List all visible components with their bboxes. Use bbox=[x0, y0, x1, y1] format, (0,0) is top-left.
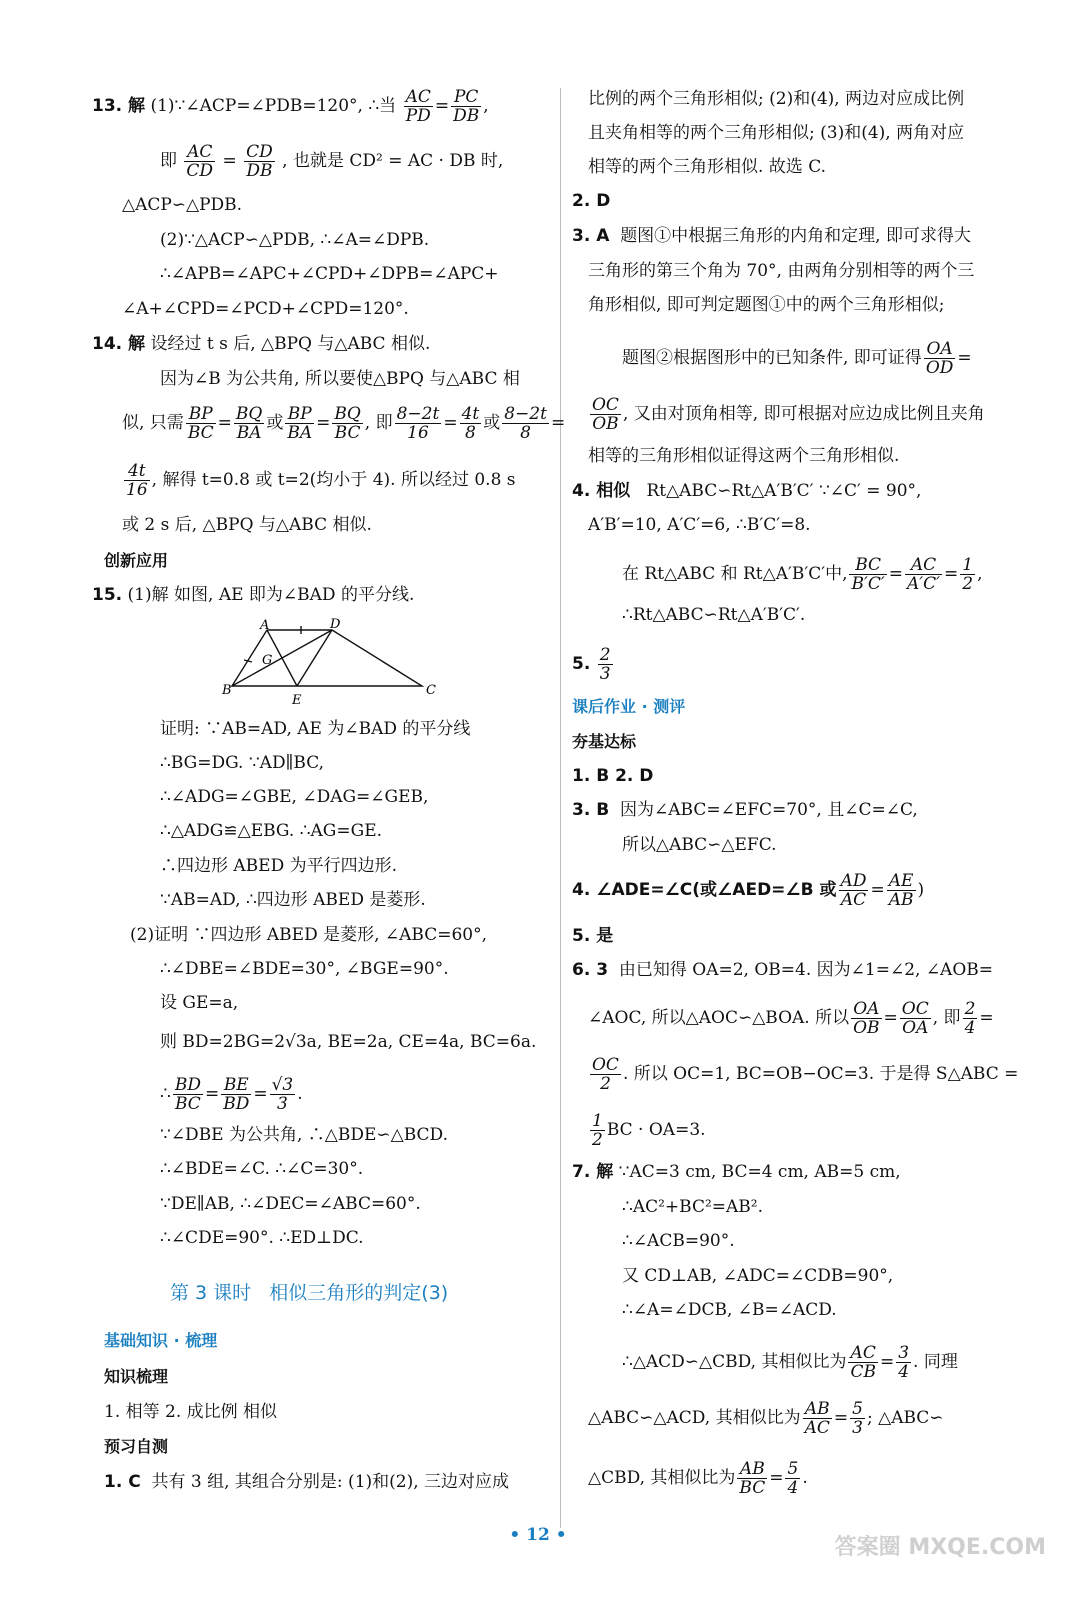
rhombus-figure bbox=[222, 618, 542, 710]
hw-q7-line2: ∴AC²+BC²=AB². bbox=[622, 1197, 764, 1217]
hw-q7-line4: 又 CD⊥AB, ∠ADC=∠CDB=90°, bbox=[622, 1266, 894, 1286]
q13-text: (1)∵∠ACP=∠PDB=120°, ∴当 bbox=[150, 96, 397, 116]
q15-proof9: 设 GE=a, bbox=[160, 993, 239, 1013]
fraction: $\frac{AB}{AC}$ bbox=[804, 1399, 830, 1438]
q15-proof2: ∴BG=DG. ∵AD∥BC, bbox=[160, 753, 325, 773]
hw-q1-q2: 1. B 2. D bbox=[572, 766, 654, 786]
hw-q3-line1: 3. B 因为∠ABC=∠EFC=70°, 且∠C=∠C, bbox=[572, 800, 918, 820]
q15-proof8: ∴∠DBE=∠BDE=30°, ∠BGE=90°. bbox=[160, 959, 449, 979]
fraction: $\frac{OC}{OA}$ bbox=[901, 999, 929, 1038]
fraction: $\frac{AC}{CD}$ bbox=[186, 142, 214, 181]
hw-q7-line6: ∴△ACD∽△CBD, 其相似比为 $\frac{AC}{CB}$ = $\frac{3}{4}$ . 同理 bbox=[622, 1343, 958, 1382]
hw-q3-line2: 所以△ABC∽△EFC. bbox=[622, 835, 777, 855]
fraction: $\frac{PC}{DB}$ bbox=[453, 87, 480, 126]
label-D: D bbox=[330, 618, 341, 632]
fraction: $\frac{BC}{B'C'}$ bbox=[851, 555, 885, 594]
segment-BD bbox=[232, 630, 332, 686]
fraction: $\frac{AC}{A'C'}$ bbox=[906, 555, 940, 594]
q14-line1: 14. 解 设经过 t s 后, △BPQ 与△ABC 相似. bbox=[92, 334, 431, 354]
hw-q7-line8: △CBD, 其相似比为 $\frac{AB}{BC}$ = $\frac{5}{4}$ . bbox=[588, 1459, 808, 1498]
hw-q5: 5. 是 bbox=[572, 926, 614, 946]
fraction: $\frac{BQ}{BC}$ bbox=[334, 404, 361, 443]
section-preview-test: 预习自测 bbox=[104, 1437, 169, 1456]
fraction: $\frac{5}{3}$ bbox=[852, 1399, 863, 1438]
q15-proof6: ∵AB=AD, ∴四边形 ABED 是菱形. bbox=[160, 890, 426, 910]
q15-proof3: ∴∠ADG=∠GBE, ∠DAG=∠GEB, bbox=[160, 787, 429, 807]
preview-q4-line2: A′B′=10, A′C′=6, ∴B′C′=8. bbox=[588, 515, 811, 535]
hw-q7-line1: 7. 解 ∵AC=3 cm, BC=4 cm, AB=5 cm, bbox=[572, 1162, 901, 1182]
r-line1: 比例的两个三角形相似; (2)和(4), 两边对应成比例 bbox=[588, 89, 965, 109]
knowledge-answers: 1. 相等 2. 成比例 相似 bbox=[104, 1402, 278, 1422]
q14-number: 14. 解 bbox=[92, 334, 146, 354]
fraction: $\frac{8-2t}{16}$ bbox=[396, 404, 440, 443]
fraction: $\frac{BE}{BD}$ bbox=[223, 1075, 250, 1114]
fraction: $\frac{3}{4}$ bbox=[898, 1343, 910, 1382]
fraction: $\frac{8-2t}{8}$ bbox=[504, 404, 547, 443]
fraction: $\frac{OA}{OB}$ bbox=[853, 999, 880, 1038]
fraction: $\frac{OA}{OD}$ bbox=[925, 339, 954, 378]
q14-line3: 似, 只需 $\frac{BP}{BC}$ = $\frac{BQ}{BA}$ 或 $\frac{BP}{BA}$ = $\frac{BQ}{BC}$ , 即 $\frac{8-2t}{16}$ = $\frac{4t}{8}$ 或 $\frac{8-2t}{8}$ = bbox=[122, 404, 566, 443]
fraction: $\frac{AD}{AC}$ bbox=[840, 871, 867, 910]
label-G: G bbox=[262, 653, 273, 668]
q15-proof1: 证明: ∵AB=AD, AE 为∠BAD 的平分线 bbox=[160, 719, 471, 739]
hw-q6-line1: 6. 3 由已知得 OA=2, OB=4. 因为∠1=∠2, ∠AOB= bbox=[572, 960, 994, 980]
q15-proof5: ∴四边形 ABED 为平行四边形. bbox=[160, 856, 398, 876]
fraction: $\frac{4t}{16}$ bbox=[126, 461, 148, 500]
label-E: E bbox=[292, 693, 302, 708]
r-line3: 相等的两个三角形相似. 故选 C. bbox=[588, 157, 827, 177]
fraction: $\frac{√3}{3}$ bbox=[271, 1075, 294, 1114]
label-A: A bbox=[260, 618, 270, 633]
fraction: $\frac{BP}{BA}$ bbox=[287, 404, 313, 443]
q15-proof13: ∴∠BDE=∠C. ∴∠C=30°. bbox=[160, 1159, 364, 1179]
segment-ED bbox=[297, 630, 332, 686]
preview-q3-line4: 题图②根据图形中的已知条件, 即可证得 $\frac{OA}{OD}$ = bbox=[622, 339, 972, 378]
q13-number: 13. 解 bbox=[92, 96, 146, 116]
q15-proof7: (2)证明 ∵四边形 ABED 是菱形, ∠ABC=60°, bbox=[130, 925, 488, 945]
hw-q7-line5: ∴∠A=∠DCB, ∠B=∠ACD. bbox=[622, 1300, 837, 1320]
fraction: $\frac{1}{2}$ bbox=[962, 555, 974, 594]
section-knowledge-review: 知识梳理 bbox=[104, 1367, 169, 1386]
hw-q7-line3: ∴∠ACB=90°. bbox=[622, 1231, 735, 1251]
q15-line1: 15. (1)解 如图, AE 即为∠BAD 的平分线. bbox=[92, 585, 415, 605]
fraction: $\frac{4t}{8}$ bbox=[461, 404, 480, 443]
q14-line2: 因为∠B 为公共角, 所以要使△BPQ 与△ABC 相 bbox=[160, 369, 520, 389]
q15-proof11: ∴ $\frac{BD}{BC}$ = $\frac{BE}{BD}$ = $\frac{√3}{3}$ . bbox=[160, 1075, 303, 1114]
q14-line5: 或 2 s 后, △BPQ 与△ABC 相似. bbox=[122, 515, 372, 535]
preview-q4-line1: 4. 相似 Rt△ABC∽Rt△A′B′C′ ∵∠C′ = 90°, bbox=[572, 481, 922, 501]
q15-proof15: ∴∠CDE=90°. ∴ED⊥DC. bbox=[160, 1228, 364, 1248]
fraction: $\frac{BD}{BC}$ bbox=[174, 1075, 201, 1114]
fraction: $\frac{1}{2}$ bbox=[592, 1111, 603, 1150]
preview-q2: 2. D bbox=[572, 191, 611, 211]
fraction: $\frac{AC}{CB}$ bbox=[850, 1343, 876, 1382]
hw-q4: 4. ∠ADE=∠C(或∠AED=∠B 或 $\frac{AD}{AC}$ = $\frac{AE}{AB}$ ) bbox=[572, 871, 925, 910]
hw-q6-line4: $\frac{1}{2}$ BC · OA=3. bbox=[592, 1111, 706, 1150]
fraction: $\frac{2}{4}$ bbox=[964, 999, 976, 1038]
q13-line4: (2)∵△ACP∽△PDB, ∴∠A=∠DPB. bbox=[160, 230, 430, 250]
section-homework: 课后作业 · 测评 bbox=[572, 697, 686, 716]
hw-q7-line7: △ABC∽△ACD, 其相似比为 $\frac{AB}{AC}$ = $\frac{5}{3}$ ; △ABC∽ bbox=[588, 1399, 944, 1438]
fraction: $\frac{BQ}{BA}$ bbox=[235, 404, 263, 443]
q15-proof10: 则 BD=2BG=2√3a, BE=2a, CE=4a, BC=6a. bbox=[160, 1032, 537, 1052]
q13-line6: ∠A+∠CPD=∠PCD+∠CPD=120°. bbox=[122, 299, 409, 319]
chapter-title: 第 3 课时 相似三角形的判定(3) bbox=[170, 1282, 449, 1304]
preview-q3-line6: 相等的三角形相似证得这两个三角形相似. bbox=[588, 446, 900, 466]
preview-q5: 5. $\frac{2}{3}$ bbox=[572, 645, 611, 684]
fraction: $\frac{2}{3}$ bbox=[599, 645, 611, 684]
preview-q4-line4: ∴Rt△ABC∽Rt△A′B′C′. bbox=[622, 605, 806, 625]
q13-line5: ∴∠APB=∠APC+∠CPD+∠DPB=∠APC+ bbox=[160, 264, 499, 284]
preview-q3-line5: $\frac{OC}{OB}$ , 又由对顶角相等, 即可根据对应边成比例且夹角 bbox=[592, 395, 985, 434]
hw-q6-line2: ∠AOC, 所以△AOC∽△BOA. 所以 $\frac{OA}{OB}$ = $\frac{OC}{OA}$ , 即 $\frac{2}{4}$ = bbox=[588, 999, 994, 1038]
fraction: $\frac{5}{4}$ bbox=[787, 1459, 799, 1498]
fraction: $\frac{OC}{2}$ bbox=[592, 1055, 619, 1094]
fraction: $\frac{AC}{PD}$ bbox=[405, 87, 431, 126]
q15-number: 15. bbox=[92, 585, 123, 605]
q14-line4: $\frac{4t}{16}$ , 解得 t=0.8 或 t=2(均小于 4). 所以经过 0.8 s bbox=[126, 461, 516, 500]
q13-line1: 13. 解 (1)∵∠ACP=∠PDB=120°, ∴当 $\frac{AC}{PD}$ = $\frac{PC}{DB}$ , bbox=[92, 87, 489, 126]
fraction: $\frac{AB}{BC}$ bbox=[739, 1459, 766, 1498]
preview-q3-line3: 角形相似, 即可判定题图①中的两个三角形相似; bbox=[588, 295, 945, 315]
page-number: • 12 • bbox=[509, 1525, 567, 1545]
preview-q3-line2: 三角形的第三个角为 70°, 由两角分别相等的两个三 bbox=[588, 261, 975, 281]
preview-q4-line3: 在 Rt△ABC 和 Rt△A′B′C′中, $\frac{BC}{B'C'}$ = $\frac{AC}{A'C'}$ = $\frac{1}{2}$ , bbox=[622, 555, 983, 594]
watermark: 答案圈 MXQE.COM bbox=[834, 1535, 1046, 1560]
preview-q1: 1. C 共有 3 组, 其组合分别是: (1)和(2), 三边对应成 bbox=[104, 1472, 510, 1492]
q15-proof12: ∵∠DBE 为公共角, ∴△BDE∽△BCD. bbox=[160, 1125, 448, 1145]
tick-mark bbox=[244, 660, 252, 662]
fraction: $\frac{BP}{BC}$ bbox=[187, 404, 214, 443]
label-C: C bbox=[426, 683, 436, 698]
column-divider bbox=[560, 88, 561, 1528]
hw-q6-line3: $\frac{OC}{2}$ . 所以 OC=1, BC=OB−OC=3. 于是得 S△ABC = bbox=[592, 1055, 1019, 1094]
q15-proof4: ∴△ADG≌△EBG. ∴AG=GE. bbox=[160, 821, 383, 841]
q13-line3: △ACP∽△PDB. bbox=[122, 195, 243, 215]
fraction: $\frac{OC}{OB}$ bbox=[592, 395, 619, 434]
label-B: B bbox=[222, 683, 232, 698]
preview-q3-line1: 3. A 题图①中根据三角形的内角和定理, 即可求得大 bbox=[572, 226, 971, 246]
fraction: $\frac{AE}{AB}$ bbox=[888, 871, 914, 910]
section-innovation: 创新应用 bbox=[104, 551, 169, 570]
section-base-reinforce: 夯基达标 bbox=[572, 732, 637, 751]
r-line2: 且夹角相等的两个三角形相似; (3)和(4), 两角对应 bbox=[588, 123, 965, 143]
q13-line2: 即 $\frac{AC}{CD}$ = $\frac{CD}{DB}$ , 也就是 CD² = AC · DB 时, bbox=[160, 142, 504, 181]
section-basic-knowledge: 基础知识 · 梳理 bbox=[104, 1331, 218, 1350]
q15-proof14: ∵DE∥AB, ∴∠DEC=∠ABC=60°. bbox=[160, 1194, 421, 1214]
fraction: $\frac{CD}{DB}$ bbox=[246, 142, 273, 181]
